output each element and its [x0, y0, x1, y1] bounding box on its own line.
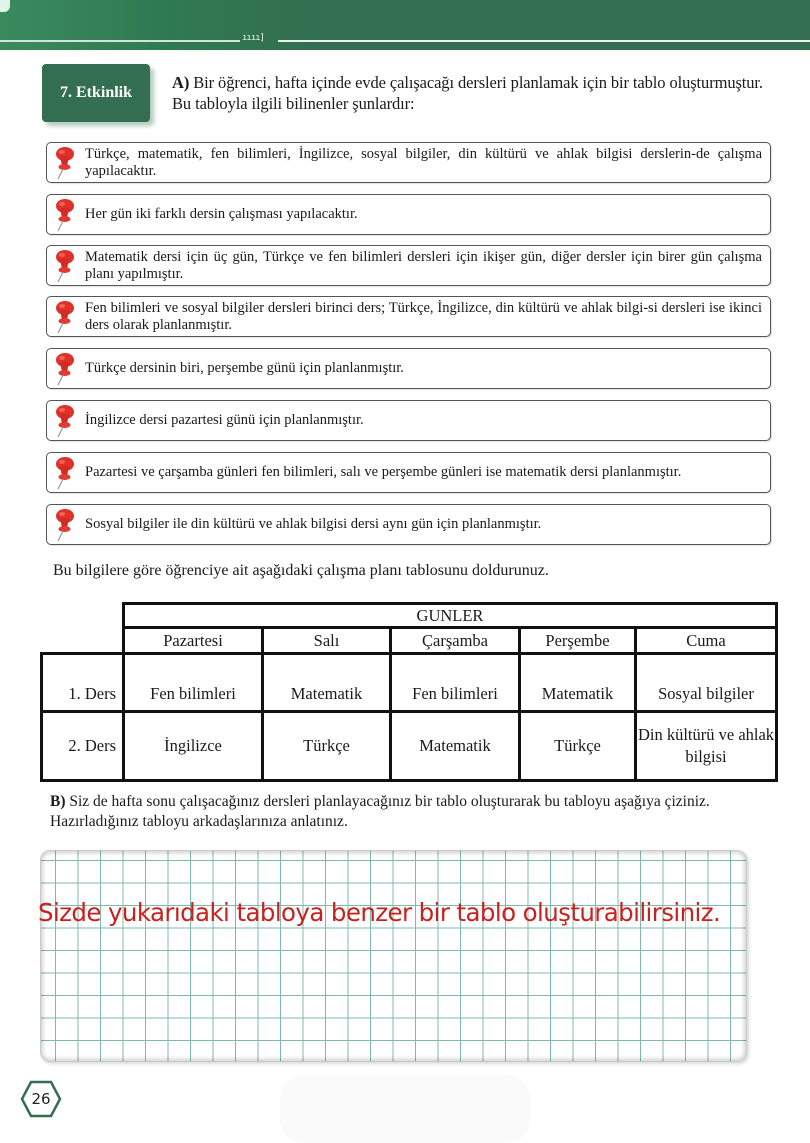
table-cell: Türkçe	[263, 712, 391, 781]
faint-watermark	[280, 1075, 530, 1143]
fact-text: Her gün iki farklı dersin çalışması yapılacaktır.	[85, 206, 358, 223]
fact-item	[46, 400, 771, 441]
drawing-grid-area[interactable]	[40, 850, 747, 1062]
header-mark: ıııı]	[242, 33, 265, 43]
table-cell: Matematik	[391, 712, 520, 781]
fact-text: Pazartesi ve çarşamba günleri fen bilimleri, salı ve perşembe günleri ise matematik dersi planlanmıştır.	[85, 464, 682, 481]
table-corner	[42, 628, 124, 654]
pushpin-icon	[51, 146, 77, 180]
days-group-header: GUNLER	[124, 604, 777, 628]
table-corner	[42, 604, 124, 628]
answer-note: Sizde yukarıdaki tabloya benzer bir tablo oluşturabilirsiniz.	[38, 898, 721, 927]
pushpin-icon	[51, 404, 77, 438]
fact-text: İngilizce dersi pazartesi günü için planlanmıştır.	[85, 412, 364, 429]
table-cell: İngilizce	[124, 712, 263, 781]
table-row	[42, 712, 777, 781]
table-row	[42, 654, 777, 712]
row-label: 1. Ders	[42, 654, 124, 712]
table-cell: Fen bilimleri	[391, 654, 520, 712]
activity-badge: 7. Etkinlik	[42, 64, 150, 122]
header-rule-left	[0, 40, 240, 42]
table-cell: Fen bilimleri	[124, 654, 263, 712]
table-instruction: Bu bilgilere göre öğrenciye ait aşağıdaki çalışma planı tablosunu doldurunuz.	[53, 562, 549, 579]
part-b-label: B)	[50, 793, 66, 810]
table-cell: Matematik	[263, 654, 391, 712]
table-days-row	[42, 628, 777, 654]
row-label: 2. Ders	[42, 712, 124, 781]
page-header-band	[0, 0, 810, 50]
pushpin-icon	[51, 508, 77, 542]
day-header-cuma: Cuma	[636, 628, 777, 654]
fact-item	[46, 452, 771, 493]
table-cell	[636, 712, 777, 781]
pushpin-icon	[51, 198, 77, 232]
table-cell: Sosyal bilgiler	[636, 654, 777, 712]
part-a-label: A)	[172, 73, 190, 92]
day-header-persembe: Perşembe	[520, 628, 636, 654]
fact-text: Fen bilimleri ve sosyal bilgiler dersleri birinci ders; Türkçe, İngilizce, din kültürü ve ahlak bilgi-si dersleri ise ikinci ders olarak planlanmıştır.	[85, 299, 762, 333]
fact-text: Türkçe dersinin biri, perşembe günü için planlanmıştır.	[85, 360, 404, 377]
fact-text: Matematik dersi için üç gün, Türkçe ve fen bilimleri dersleri için ikişer gün, diğer dersler için birer gün çalışma planı yapılmıştır.	[85, 248, 762, 282]
fact-item	[46, 348, 771, 389]
table-cell: Matematik	[520, 654, 636, 712]
part-b-prompt	[50, 792, 770, 832]
fact-item	[46, 142, 771, 183]
part-b-text: Siz de hafta sonu çalışacağınız dersleri planlayacağınız bir tablo oluşturarak bu tabloyu aşağıya çiziniz. Hazırladığınız tabloyu arkadaşlarınıza anlatınız.	[50, 793, 710, 830]
pushpin-icon	[51, 300, 77, 334]
fact-item	[46, 194, 771, 235]
table-group-header-row	[42, 604, 777, 628]
cell-text: Din kültürü ve ahlak bilgisi	[637, 725, 775, 766]
fact-item	[46, 245, 771, 286]
pushpin-icon	[51, 456, 77, 490]
day-header-pazartesi: Pazartesi	[124, 628, 263, 654]
intro-text: Bir öğrenci, hafta içinde evde çalışacağı dersleri planlamak için bir tablo oluşturmuştur. Bu tabloyla ilgili bilinenler şunlardır:	[172, 73, 763, 113]
fact-item	[46, 504, 771, 545]
header-highlight	[0, 0, 10, 12]
activity-intro	[172, 72, 772, 114]
pushpin-icon	[51, 352, 77, 386]
page-number: 26	[31, 1090, 51, 1108]
fact-text: Sosyal bilgiler ile din kültürü ve ahlak bilgisi dersi aynı gün için planlanmıştır.	[85, 516, 542, 533]
study-plan-table	[40, 602, 778, 782]
table-cell: Türkçe	[520, 712, 636, 781]
fact-item	[46, 296, 771, 337]
fact-text: Türkçe, matematik, fen bilimleri, İngilizce, sosyal bilgiler, din kültürü ve ahlak bilgisi derslerin-de çalışma yapılacaktır.	[85, 145, 762, 179]
header-rule-right	[278, 40, 810, 42]
day-header-sali: Salı	[263, 628, 391, 654]
page-number-badge	[20, 1080, 62, 1118]
pushpin-icon	[51, 249, 77, 283]
day-header-carsamba: Çarşamba	[391, 628, 520, 654]
